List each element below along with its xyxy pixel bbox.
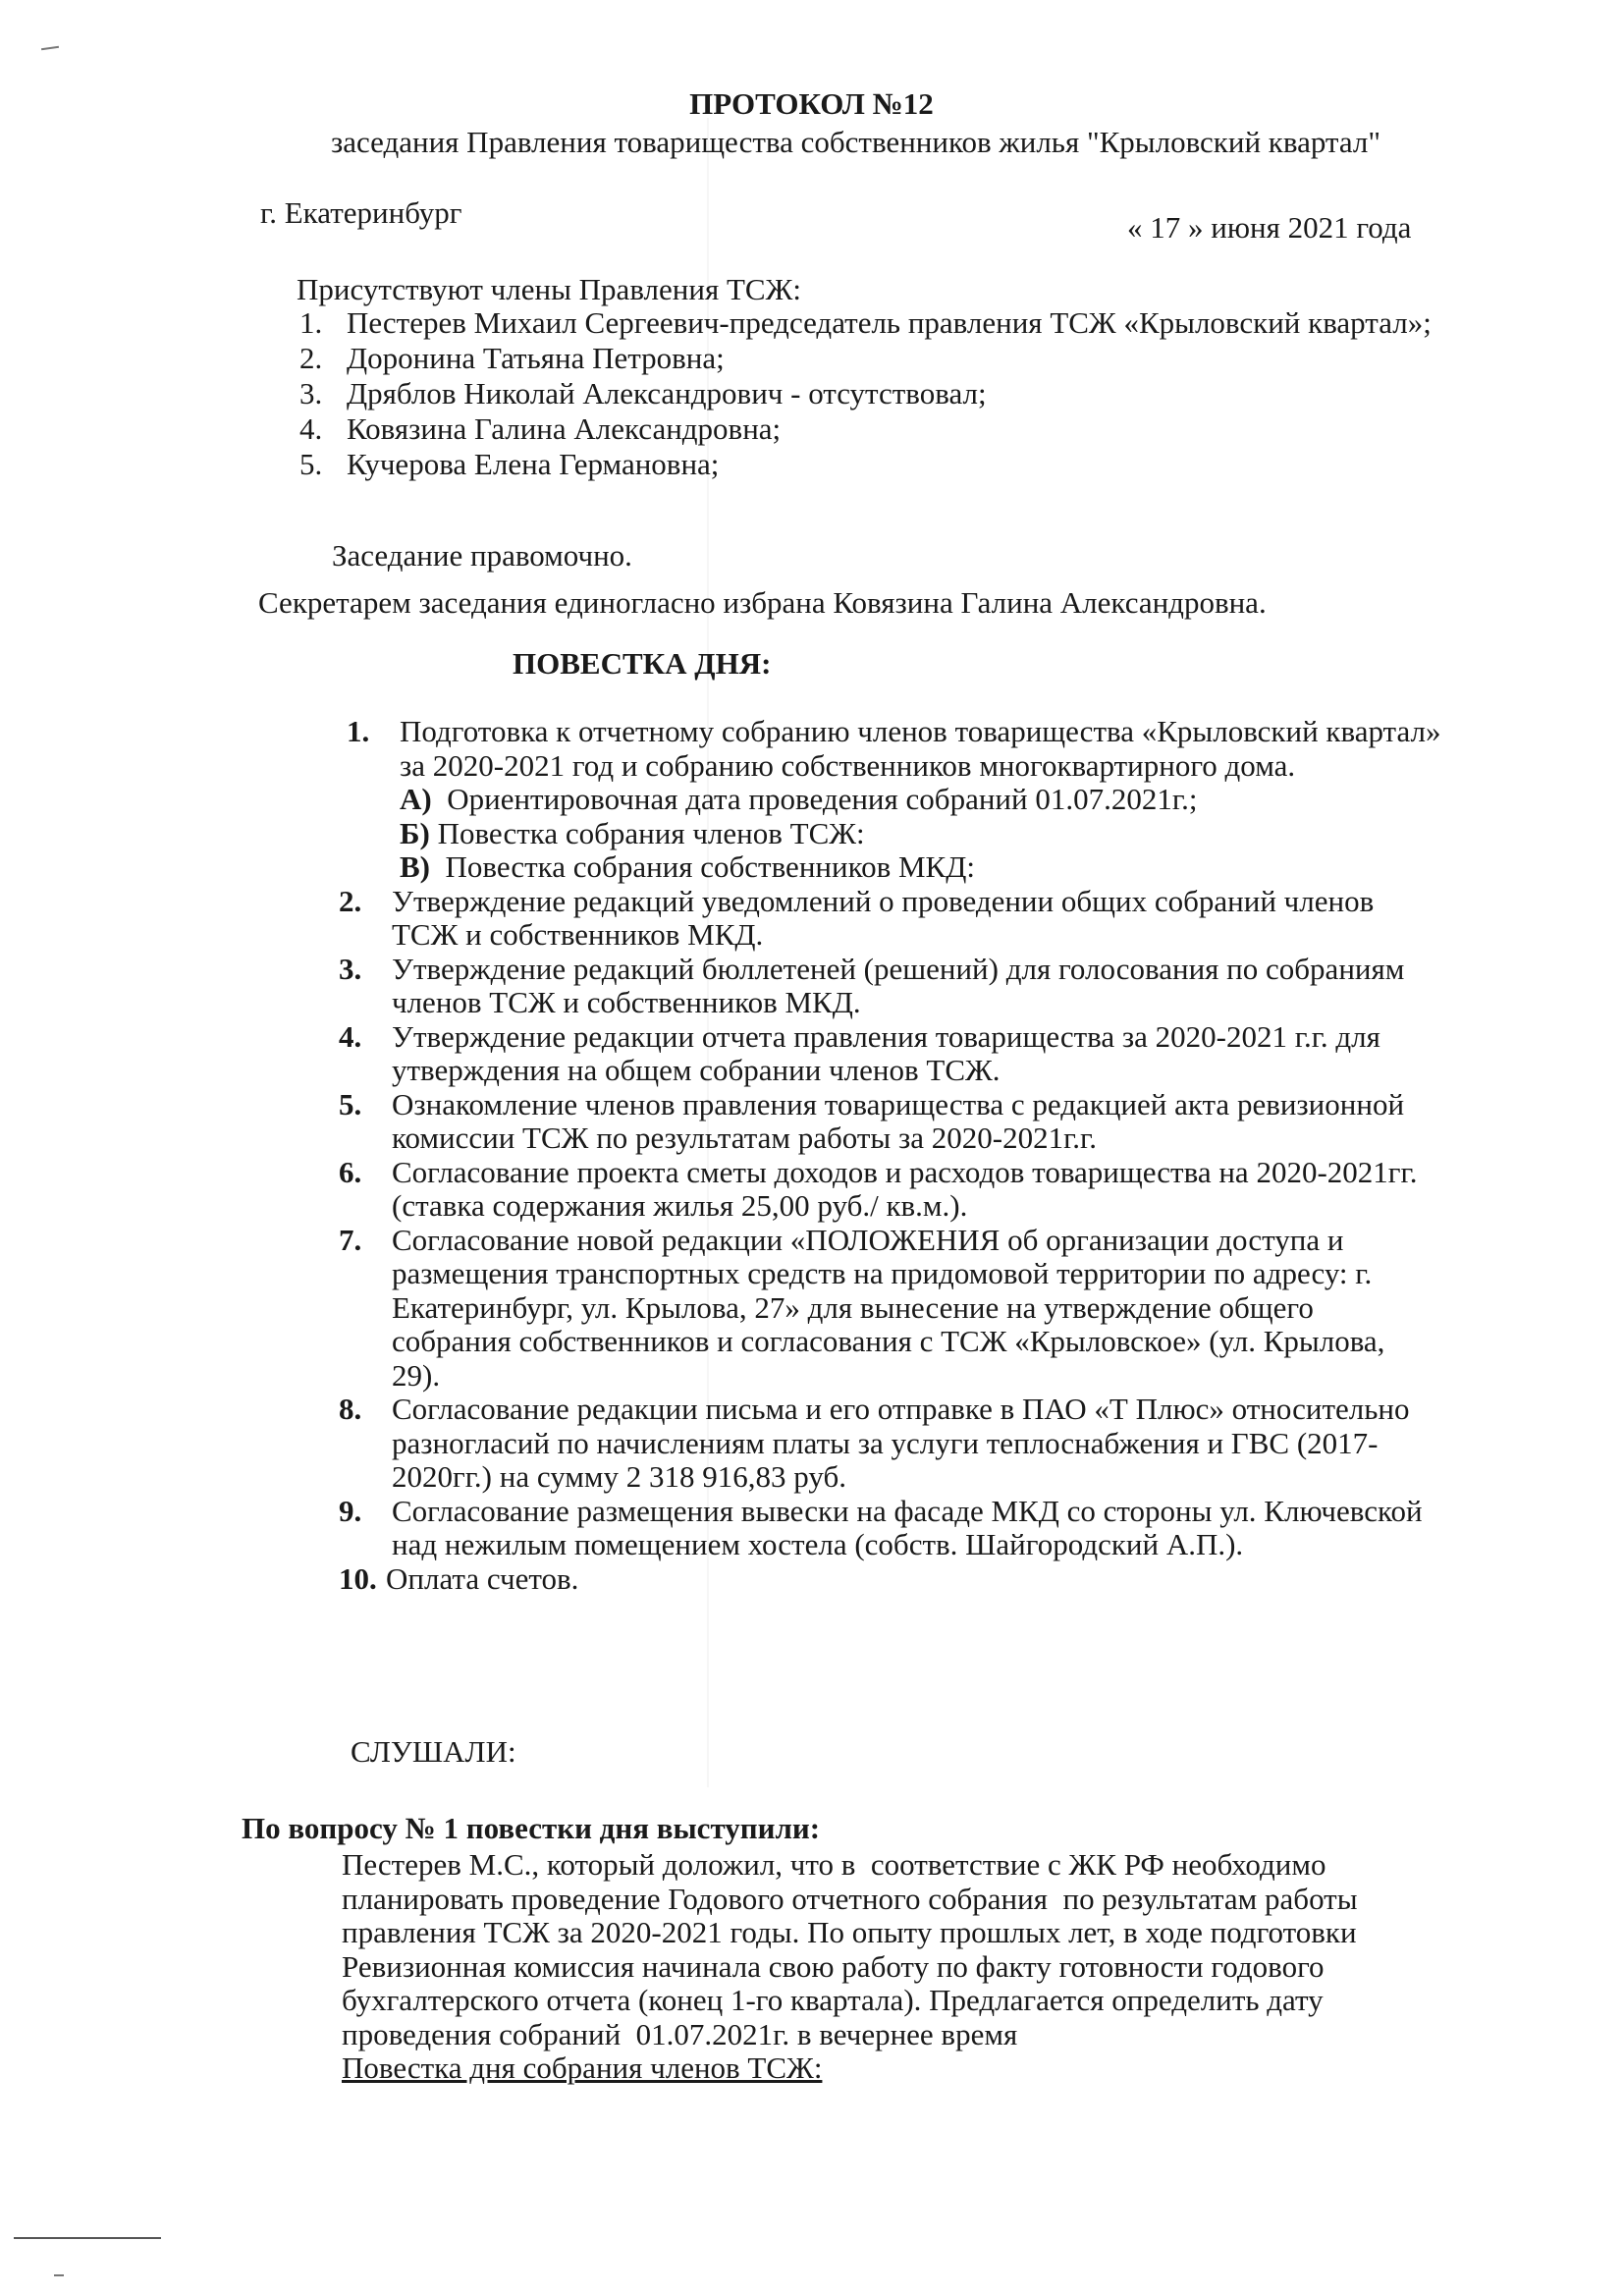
scan-edge-line [14, 2237, 161, 2239]
scan-mark [41, 46, 59, 50]
agenda-subitem: Б) Повестка собрания членов ТСЖ: [400, 815, 865, 850]
agenda-item: 4. Утверждение редакции отчета правления товарищества за 2020-2021 г.г. для утверждения на общем собрании членов ТСЖ. [339, 1018, 1380, 1087]
question1-heading: По вопросу № 1 повестки дня выступили: [242, 1811, 821, 1845]
agenda-subitem: В) Повестка собрания собственников МКД: [400, 849, 975, 884]
agenda-item: 8. Согласование редакции письма и его отправке в ПАО «Т Плюс» относительно разногласий по начислениям платы за услуги теплоснабжения и ГВС (2017- 2020гг.) на сумму 2 318 916,83 руб. [339, 1392, 1410, 1494]
member-item: 1. Пестерев Михаил Сергеевич-председатель правления ТСЖ «Крыловский квартал»; [299, 305, 1432, 340]
agenda-item: 7. Согласование новой редакции «ПОЛОЖЕНИЯ об организации доступа и размещения транспортных средств на придомовой территории по адресу: г. Екатеринбург, ул. Крылова, 27» для вынесение на утверждение общего собрания собственников и согласования с ТСЖ «Крыловское» (ул. Крылова, 29). [339, 1222, 1385, 1393]
member-item: 3. Дряблов Николай Александрович - отсутствовал; [299, 376, 987, 410]
question1-paragraph: Пестерев М.С., который доложил, что в соответствие с ЖК РФ необходимо планировать проведение Годового отчетного собрания по результатам работы правления ТСЖ за 2020-2021 годы. По опыту прошлых лет, в ходе подготовки Ревизионная комиссия начинала свою работу по факту готовности годового бухгалтерского отчета (конец 1-го квартала). Предлагается определить дату проведения собраний 01.07.2021г. в вечернее время Повестка дня собрания членов ТСЖ: [342, 1847, 1358, 2085]
agenda-item: 1. Подготовка к отчетному собранию членов товарищества «Крыловский квартал» за 2020-2021 год и собранию собственников многоквартирного дома. А) Ориентировочная дата проведения собраний 01.07.2021г.; Б) Повестка собрания членов ТСЖ: В) Повестка собрания собственников МКД: [347, 715, 1544, 885]
quorum-text: Заседание правомочно. [332, 538, 632, 573]
document-subtitle: заседания Правления товарищества собственников жилья "Крыловский квартал" [330, 125, 1381, 159]
member-item: 5. Кучерова Елена Германовна; [299, 447, 720, 481]
document-title: ПРОТОКОЛ №12 [689, 86, 934, 121]
attendance-heading: Присутствуют члены Правления ТСЖ: [297, 272, 801, 306]
underlined-subheading: Повестка дня собрания членов ТСЖ: [342, 2050, 823, 2085]
members-list [299, 305, 1432, 482]
agenda-item: 3. Утверждение редакций бюллетеней (решений) для голосования по собраниям членов ТСЖ и собственников МКД. [339, 951, 1405, 1019]
city: г. Екатеринбург [260, 195, 462, 230]
agenda-item: 6. Согласование проекта сметы доходов и расходов товарищества на 2020-2021гг. (ставка содержания жилья 25,00 руб./ кв.м.). [339, 1154, 1418, 1223]
secretary-text: Секретарем заседания единогласно избрана Ковязина Галина Александровна. [258, 585, 1267, 620]
listened-heading: СЛУШАЛИ: [351, 1734, 516, 1769]
agenda-item: 9. Согласование размещения вывески на фасаде МКД со стороны ул. Ключевской над нежилым помещением хостела (собств. Шайгородский А.П.). [339, 1493, 1423, 1561]
agenda-heading: ПОВЕСТКА ДНЯ: [513, 646, 772, 681]
agenda-item: 5. Ознакомление членов правления товарищества с редакцией акта ревизионной комиссии ТСЖ по результатам работы за 2020-2021г.г. [339, 1086, 1405, 1155]
agenda-subitem: А) Ориентировочная дата проведения собраний 01.07.2021г.; [400, 782, 1198, 816]
agenda-list [339, 714, 1544, 1596]
member-item: 4. Ковязина Галина Александровна; [299, 411, 782, 446]
scan-mark-bottom [54, 2274, 64, 2276]
meeting-date: « 17 » июня 2021 года [1127, 210, 1412, 245]
agenda-item: 2. Утверждение редакций уведомлений о проведении общих собраний членов ТСЖ и собственников МКД. [339, 883, 1375, 952]
member-item: 2. Доронина Татьяна Петровна; [299, 341, 725, 375]
agenda-item: 10. Оплата счетов. [339, 1560, 579, 1596]
